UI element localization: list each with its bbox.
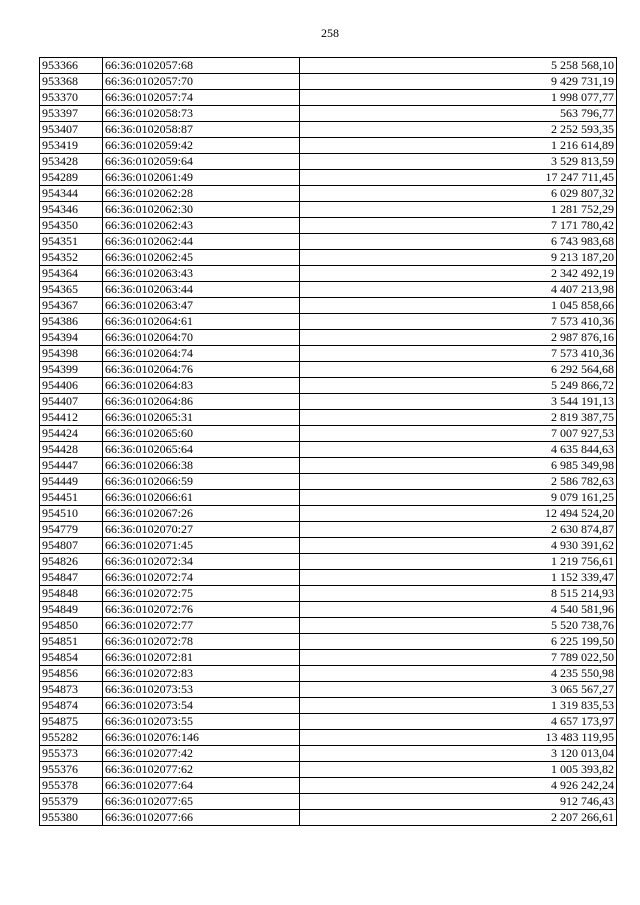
value-cell: 1 998 077,77	[300, 90, 617, 106]
cadastral-number-cell: 66:36:0102064:74	[102, 346, 299, 362]
row-number-cell: 954412	[40, 410, 103, 426]
value-cell: 1 216 614,89	[300, 138, 617, 154]
row-number-cell: 954344	[40, 186, 103, 202]
value-cell: 4 540 581,96	[300, 602, 617, 618]
value-cell: 2 586 782,63	[300, 474, 617, 490]
row-number-cell: 954424	[40, 426, 103, 442]
table-row	[40, 602, 617, 618]
value-cell: 4 407 213,98	[300, 282, 617, 298]
table-row	[40, 298, 617, 314]
cadastral-number-cell: 66:36:0102064:86	[102, 394, 299, 410]
value-cell: 4 930 391,62	[300, 538, 617, 554]
value-cell: 7 007 927,53	[300, 426, 617, 442]
cadastral-number-cell: 66:36:0102073:54	[102, 698, 299, 714]
value-cell: 1 045 858,66	[300, 298, 617, 314]
value-cell: 563 796,77	[300, 106, 617, 122]
table-row	[40, 666, 617, 682]
table-row	[40, 810, 617, 826]
row-number-cell: 954365	[40, 282, 103, 298]
row-number-cell: 954398	[40, 346, 103, 362]
row-number-cell: 954451	[40, 490, 103, 506]
cadastral-number-cell: 66:36:0102062:30	[102, 202, 299, 218]
cadastral-number-cell: 66:36:0102066:38	[102, 458, 299, 474]
value-cell: 7 573 410,36	[300, 314, 617, 330]
table-row	[40, 682, 617, 698]
cadastral-number-cell: 66:36:0102072:77	[102, 618, 299, 634]
row-number-cell: 953370	[40, 90, 103, 106]
cadastral-number-cell: 66:36:0102065:31	[102, 410, 299, 426]
page-number: 258	[321, 26, 339, 40]
cadastral-number-cell: 66:36:0102061:49	[102, 170, 299, 186]
cadastral-number-cell: 66:36:0102063:43	[102, 266, 299, 282]
table-row	[40, 714, 617, 730]
value-cell: 12 494 524,20	[300, 506, 617, 522]
table-row	[40, 186, 617, 202]
value-cell: 1 319 835,53	[300, 698, 617, 714]
value-cell: 5 249 866,72	[300, 378, 617, 394]
value-cell: 2 252 593,35	[300, 122, 617, 138]
table-row	[40, 442, 617, 458]
table-row	[40, 170, 617, 186]
value-cell: 912 746,43	[300, 794, 617, 810]
cadastral-number-cell: 66:36:0102062:28	[102, 186, 299, 202]
value-cell: 9 213 187,20	[300, 250, 617, 266]
row-number-cell: 954394	[40, 330, 103, 346]
value-cell: 6 225 199,50	[300, 634, 617, 650]
table-row	[40, 762, 617, 778]
table-row	[40, 346, 617, 362]
cadastral-number-cell: 66:36:0102059:64	[102, 154, 299, 170]
row-number-cell: 955379	[40, 794, 103, 810]
value-cell: 4 635 844,63	[300, 442, 617, 458]
value-cell: 2 987 876,16	[300, 330, 617, 346]
cadastral-number-cell: 66:36:0102064:76	[102, 362, 299, 378]
cadastral-number-cell: 66:36:0102064:83	[102, 378, 299, 394]
table-row	[40, 106, 617, 122]
value-cell: 6 985 349,98	[300, 458, 617, 474]
row-number-cell: 954428	[40, 442, 103, 458]
value-cell: 7 789 022,50	[300, 650, 617, 666]
table-row	[40, 554, 617, 570]
cadastral-number-cell: 66:36:0102072:34	[102, 554, 299, 570]
table-row	[40, 634, 617, 650]
cadastral-number-cell: 66:36:0102057:74	[102, 90, 299, 106]
row-number-cell: 954346	[40, 202, 103, 218]
table-row	[40, 570, 617, 586]
value-cell: 2 342 492,19	[300, 266, 617, 282]
cadastral-number-cell: 66:36:0102077:66	[102, 810, 299, 826]
table-row	[40, 538, 617, 554]
row-number-cell: 954364	[40, 266, 103, 282]
cadastral-number-cell: 66:36:0102070:27	[102, 522, 299, 538]
row-number-cell: 954849	[40, 602, 103, 618]
row-number-cell: 955380	[40, 810, 103, 826]
cadastral-number-cell: 66:36:0102065:60	[102, 426, 299, 442]
row-number-cell: 954510	[40, 506, 103, 522]
row-number-cell: 954350	[40, 218, 103, 234]
table-row	[40, 138, 617, 154]
value-cell: 5 258 568,10	[300, 58, 617, 74]
table-row	[40, 122, 617, 138]
value-cell: 7 573 410,36	[300, 346, 617, 362]
table-row	[40, 282, 617, 298]
row-number-cell: 954826	[40, 554, 103, 570]
table-row	[40, 74, 617, 90]
value-cell: 7 171 780,42	[300, 218, 617, 234]
row-number-cell: 953368	[40, 74, 103, 90]
row-number-cell: 953419	[40, 138, 103, 154]
value-cell: 6 743 983,68	[300, 234, 617, 250]
cadastral-number-cell: 66:36:0102066:59	[102, 474, 299, 490]
row-number-cell: 954352	[40, 250, 103, 266]
table-row	[40, 794, 617, 810]
row-number-cell: 954351	[40, 234, 103, 250]
row-number-cell: 954367	[40, 298, 103, 314]
row-number-cell: 954874	[40, 698, 103, 714]
table-row	[40, 58, 617, 74]
row-number-cell: 954779	[40, 522, 103, 538]
cadastral-number-cell: 66:36:0102072:74	[102, 570, 299, 586]
cadastral-number-cell: 66:36:0102067:26	[102, 506, 299, 522]
cadastral-number-cell: 66:36:0102062:43	[102, 218, 299, 234]
row-number-cell: 954386	[40, 314, 103, 330]
cadastral-number-cell: 66:36:0102077:65	[102, 794, 299, 810]
table-row	[40, 698, 617, 714]
cadastral-number-cell: 66:36:0102058:87	[102, 122, 299, 138]
row-number-cell: 954847	[40, 570, 103, 586]
cadastral-number-cell: 66:36:0102072:81	[102, 650, 299, 666]
row-number-cell: 954851	[40, 634, 103, 650]
cadastral-number-cell: 66:36:0102062:45	[102, 250, 299, 266]
table-row	[40, 778, 617, 794]
table-row	[40, 730, 617, 746]
value-cell: 3 529 813,59	[300, 154, 617, 170]
cadastral-number-cell: 66:36:0102066:61	[102, 490, 299, 506]
value-cell: 17 247 711,45	[300, 170, 617, 186]
table-row	[40, 458, 617, 474]
cadastral-number-cell: 66:36:0102064:70	[102, 330, 299, 346]
row-number-cell: 954856	[40, 666, 103, 682]
value-cell: 3 544 191,13	[300, 394, 617, 410]
cadastral-number-cell: 66:36:0102057:70	[102, 74, 299, 90]
table-row	[40, 522, 617, 538]
cadastral-number-cell: 66:36:0102072:75	[102, 586, 299, 602]
table-row	[40, 250, 617, 266]
table-row	[40, 90, 617, 106]
value-cell: 1 005 393,82	[300, 762, 617, 778]
cadastral-number-cell: 66:36:0102064:61	[102, 314, 299, 330]
value-cell: 1 281 752,29	[300, 202, 617, 218]
cadastral-number-cell: 66:36:0102072:76	[102, 602, 299, 618]
value-cell: 2 819 387,75	[300, 410, 617, 426]
cadastral-number-cell: 66:36:0102058:73	[102, 106, 299, 122]
cadastral-number-cell: 66:36:0102077:62	[102, 762, 299, 778]
cadastral-number-cell: 66:36:0102072:78	[102, 634, 299, 650]
table-row	[40, 746, 617, 762]
table-row	[40, 378, 617, 394]
table-row	[40, 202, 617, 218]
value-cell: 2 630 874,87	[300, 522, 617, 538]
table-row	[40, 506, 617, 522]
table-body	[40, 58, 617, 826]
table-row	[40, 410, 617, 426]
row-number-cell: 954807	[40, 538, 103, 554]
row-number-cell: 953407	[40, 122, 103, 138]
value-cell: 9 079 161,25	[300, 490, 617, 506]
table-row	[40, 218, 617, 234]
row-number-cell: 954873	[40, 682, 103, 698]
row-number-cell: 954449	[40, 474, 103, 490]
row-number-cell: 953397	[40, 106, 103, 122]
table-row	[40, 490, 617, 506]
row-number-cell: 954407	[40, 394, 103, 410]
cadastral-number-cell: 66:36:0102071:45	[102, 538, 299, 554]
row-number-cell: 954406	[40, 378, 103, 394]
table-row	[40, 650, 617, 666]
value-cell: 1 219 756,61	[300, 554, 617, 570]
value-cell: 4 235 550,98	[300, 666, 617, 682]
table-row	[40, 586, 617, 602]
cadastral-number-cell: 66:36:0102072:83	[102, 666, 299, 682]
table-row	[40, 474, 617, 490]
cadastral-number-cell: 66:36:0102077:42	[102, 746, 299, 762]
value-cell: 3 065 567,27	[300, 682, 617, 698]
table-row	[40, 618, 617, 634]
value-cell: 4 657 173,97	[300, 714, 617, 730]
value-cell: 6 292 564,68	[300, 362, 617, 378]
cadastral-number-cell: 66:36:0102076:146	[102, 730, 299, 746]
row-number-cell: 955373	[40, 746, 103, 762]
table-row	[40, 330, 617, 346]
data-table	[39, 57, 617, 826]
table-row	[40, 154, 617, 170]
row-number-cell: 954447	[40, 458, 103, 474]
row-number-cell: 954289	[40, 170, 103, 186]
cadastral-number-cell: 66:36:0102077:64	[102, 778, 299, 794]
row-number-cell: 955378	[40, 778, 103, 794]
row-number-cell: 955282	[40, 730, 103, 746]
value-cell: 4 926 242,24	[300, 778, 617, 794]
row-number-cell: 955376	[40, 762, 103, 778]
value-cell: 3 120 013,04	[300, 746, 617, 762]
row-number-cell: 954875	[40, 714, 103, 730]
cadastral-number-cell: 66:36:0102062:44	[102, 234, 299, 250]
cadastral-number-cell: 66:36:0102073:53	[102, 682, 299, 698]
row-number-cell: 954850	[40, 618, 103, 634]
cadastral-number-cell: 66:36:0102059:42	[102, 138, 299, 154]
table-row	[40, 314, 617, 330]
cadastral-number-cell: 66:36:0102063:44	[102, 282, 299, 298]
cadastral-number-cell: 66:36:0102057:68	[102, 58, 299, 74]
row-number-cell: 954399	[40, 362, 103, 378]
cadastral-number-cell: 66:36:0102063:47	[102, 298, 299, 314]
table-row	[40, 426, 617, 442]
value-cell: 5 520 738,76	[300, 618, 617, 634]
table-row	[40, 362, 617, 378]
value-cell: 9 429 731,19	[300, 74, 617, 90]
row-number-cell: 954848	[40, 586, 103, 602]
table-row	[40, 266, 617, 282]
cadastral-number-cell: 66:36:0102065:64	[102, 442, 299, 458]
value-cell: 2 207 266,61	[300, 810, 617, 826]
value-cell: 8 515 214,93	[300, 586, 617, 602]
value-cell: 6 029 807,32	[300, 186, 617, 202]
row-number-cell: 953366	[40, 58, 103, 74]
row-number-cell: 954854	[40, 650, 103, 666]
row-number-cell: 953428	[40, 154, 103, 170]
cadastral-number-cell: 66:36:0102073:55	[102, 714, 299, 730]
table-row	[40, 234, 617, 250]
value-cell: 13 483 119,95	[300, 730, 617, 746]
table-row	[40, 394, 617, 410]
value-cell: 1 152 339,47	[300, 570, 617, 586]
